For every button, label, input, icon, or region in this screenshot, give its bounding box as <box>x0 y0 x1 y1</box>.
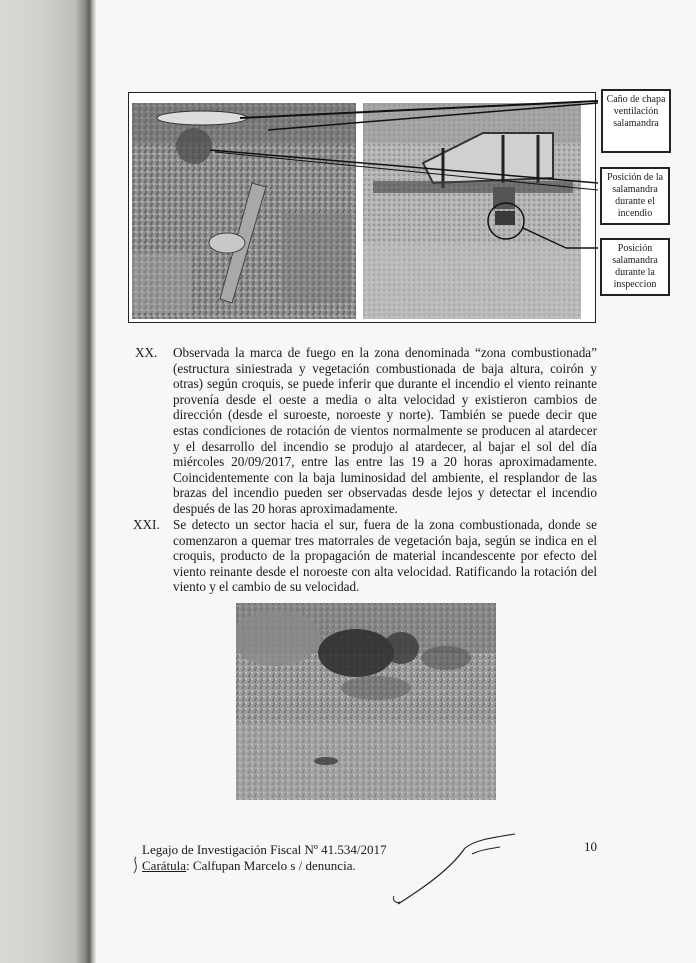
list-item-xx <box>135 345 597 516</box>
photo-figure-frame <box>128 92 596 323</box>
photo-burned-ground <box>132 103 356 319</box>
caratula-value: : Calfupan Marcelo s / denuncia. <box>186 858 356 873</box>
callout-posicion-inspeccion: Posición salamandra durante la inspeccion <box>600 238 670 296</box>
legajo-line: Legajo de Investigación Fiscal Nº 41.534/2017 <box>142 842 387 857</box>
caratula-line <box>142 858 386 874</box>
list-item-xxi <box>133 517 597 597</box>
photo-burned-structure <box>363 103 581 319</box>
book-binding-shadow <box>0 0 96 963</box>
item-number: XX. <box>135 345 158 360</box>
item-text: Observada la marca de fuego en la zona denominada “zona combustionada” (estructura siniestrada y vegetación combustionada de baja altura, coirón y otras) según croquis, se puede inferir que durante el incendio el viento reinante provenía desde el oeste a media o alta velocidad y existieron cambios de dirección (desde el suroeste, noroeste y norte). También se puede decir que estas condiciones de rotación de vientos normalmente se producen al atardecer y el desarrollo del incendio se produjo al atardecer, al bajar el sol del día miércoles 20/09/2017, entre las entre las 19 a 20 horas aproximadamente. Coincidentemente con la baja luminosidad del ambiente, el resplandor de las brazas del incendio pueden ser observadas desde lejos y detectar el incendio después de las 20 horas aproximadamente. <box>173 345 597 516</box>
margin-mark <box>130 855 142 877</box>
callout-posicion-incendio: Posición de la salamandra durante el incendio <box>600 167 670 225</box>
photo-burned-shrubs <box>236 603 496 800</box>
caratula-label: Carátula <box>142 858 187 873</box>
footer <box>142 842 386 874</box>
item-number: XXI. <box>133 517 160 532</box>
handwritten-signature <box>390 830 530 910</box>
callout-cano-chapa: Caño de chapa ventilación salamandra <box>601 89 671 153</box>
item-text: Se detecto un sector hacia el sur, fuera de la zona combustionada, donde se comenzaron a quemar tres matorrales de vegetación baja, según se indica en el croquis, producto de la propagación de material incandescente por efecto del viento reinante desde el noroeste con alta velocidad. Ratificando la rotación del viento y el cambio de su velocidad. <box>173 517 597 595</box>
page-number: 10 <box>584 839 597 854</box>
